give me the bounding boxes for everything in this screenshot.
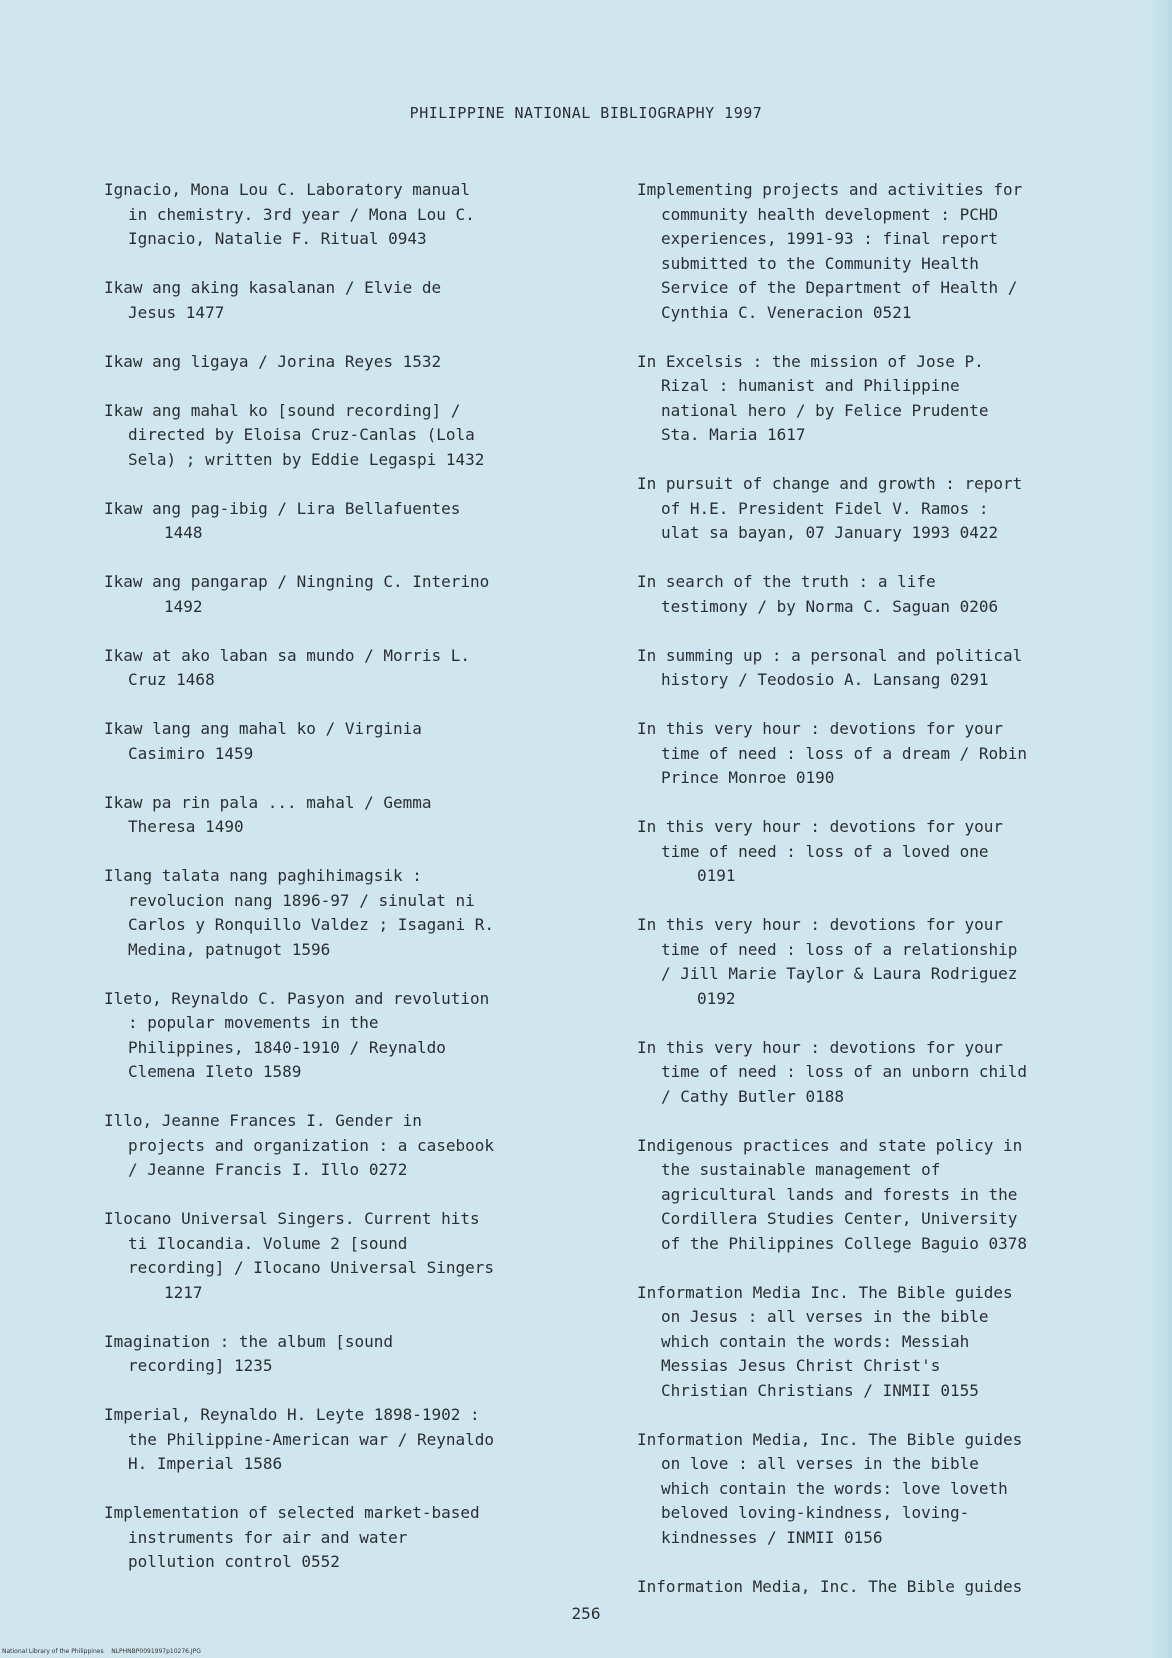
entry-line: on Jesus : all verses in the bible: [661, 1307, 989, 1326]
entry-line: Service of the Department of Health /: [661, 278, 1018, 297]
entry-line: directed by Eloisa Cruz-Canlas (Lola: [128, 425, 475, 444]
entry-line: 1448: [164, 523, 203, 542]
entry-line: Casimiro 1459: [128, 743, 254, 763]
page-number: 256: [571, 1604, 601, 1623]
entry-line: Cynthia C. Veneracion 0521: [661, 302, 912, 322]
bibliography-entry: [637, 717, 1137, 791]
scan-footer: National Library of the Philippines NLPHNBP0091997p10276.JPG: [2, 1648, 201, 1655]
entry-line: Clemena Ileto 1589: [128, 1062, 302, 1081]
entry-line: recording] 1235: [128, 1356, 273, 1375]
entry-line: Ikaw ang pag-ibig / Lira Bellafuentes: [104, 498, 461, 518]
entry-line: time of need : loss of an unborn child: [661, 1062, 1028, 1081]
bibliography-entry: [104, 987, 604, 1085]
entry-line: Illo, Jeanne Frances I. Gender in: [104, 1111, 422, 1130]
entry-line: kindnesses / INMII 0156: [661, 1527, 883, 1547]
entry-line: pollution control 0552: [128, 1552, 340, 1571]
bibliography-entry: [104, 644, 604, 693]
bibliography-entry: [104, 1403, 604, 1477]
entry-line: experiences, 1991-93 : final report: [661, 229, 999, 248]
page-header: PHILIPPINE NATIONAL BIBLIOGRAPHY 1997: [409, 104, 763, 122]
entry-line: Ikaw ang ligaya / Jorina Reyes 1532: [104, 351, 442, 371]
entry-line: / Jeanne Francis I. Illo 0272: [128, 1160, 408, 1179]
bibliography-entry: [637, 1575, 1137, 1600]
entry-line: Medina, patnugot 1596: [128, 939, 331, 959]
entry-line: of the Philippines College Baguio 0378: [661, 1233, 1028, 1253]
entry-line: on love : all verses in the bible: [661, 1454, 979, 1473]
entry-line: Imagination : the album [sound: [104, 1331, 393, 1351]
entry-line: time of need : loss of a dream / Robin: [661, 743, 1028, 763]
entry-line: Ignacio, Natalie F. Ritual 0943: [128, 229, 427, 248]
entry-line: time of need : loss of a relationship: [661, 939, 1018, 959]
bibliography-entry: [637, 472, 1137, 546]
entry-line: Ikaw ang pangarap / Ningning C. Interino: [104, 572, 490, 591]
entry-line: In search of the truth : a life: [637, 572, 936, 591]
bibliography-entry: [637, 1036, 1137, 1110]
entry-line: In this very hour : devotions for your: [637, 719, 1004, 738]
entry-line: which contain the words: Messiah: [661, 1331, 970, 1351]
entry-line: Theresa 1490: [128, 817, 244, 836]
entry-line: Ikaw at ako laban sa mundo / Morris L.: [104, 645, 471, 665]
bibliography-entry: [104, 717, 604, 766]
entry-line: Ikaw ang mahal ko [sound recording] /: [104, 400, 461, 420]
entry-line: Imperial, Reynaldo H. Leyte 1898-1902 :: [104, 1405, 480, 1424]
entry-line: the Philippine-American war / Reynaldo: [128, 1429, 495, 1449]
entry-line: Information Media Inc. The Bible guides: [637, 1282, 1013, 1302]
entry-line: submitted to the Community Health: [661, 253, 979, 273]
entry-line: Cruz 1468: [128, 670, 215, 689]
bibliography-entry: [104, 1207, 604, 1305]
page-edge-shadow: [1148, 0, 1172, 1658]
entry-line: national hero / by Felice Prudente: [661, 400, 989, 420]
entry-line: Implementing projects and activities for: [637, 180, 1023, 199]
entry-line: Philippines, 1840-1910 / Reynaldo: [128, 1037, 446, 1057]
bibliography-entry: [637, 815, 1137, 889]
entry-line: Ikaw pa rin pala ... mahal / Gemma: [104, 792, 432, 812]
entry-line: Christian Christians / INMII 0155: [661, 1380, 979, 1400]
bibliography-entry: [104, 570, 604, 619]
entry-line: Prince Monroe 0190: [661, 768, 835, 787]
bibliography-entry: [637, 913, 1137, 1011]
entry-line: testimony / by Norma C. Saguan 0206: [661, 596, 999, 616]
bibliography-entry: [637, 178, 1137, 325]
entry-line: of H.E. President Fidel V. Ramos :: [661, 498, 989, 518]
bibliography-entry: [104, 791, 604, 840]
entry-line: Indigenous practices and state policy in: [637, 1135, 1023, 1155]
entry-line: In this very hour : devotions for your: [637, 915, 1004, 934]
entry-line: beloved loving-kindness, loving-: [661, 1503, 970, 1522]
entry-line: in chemistry. 3rd year / Mona Lou C.: [128, 204, 475, 224]
bibliography-entry: [637, 1281, 1137, 1404]
bibliography-entry: [104, 178, 604, 252]
left-column: [104, 178, 604, 1599]
entry-line: ulat sa bayan, 07 January 1993 0422: [661, 523, 999, 542]
entry-line: Ikaw lang ang mahal ko / Virginia: [104, 719, 422, 738]
entry-line: Ignacio, Mona Lou C. Laboratory manual: [104, 180, 471, 199]
entry-line: 0192: [697, 988, 736, 1008]
entry-line: Sta. Maria 1617: [661, 425, 806, 444]
entry-line: In Excelsis : the mission of Jose P.: [637, 351, 984, 371]
entry-line: 1217: [164, 1282, 203, 1302]
entry-line: the sustainable management of: [661, 1160, 941, 1179]
entry-line: In this very hour : devotions for your: [637, 1037, 1004, 1057]
entry-line: instruments for air and water: [128, 1527, 408, 1547]
entry-line: Ilocano Universal Singers. Current hits: [104, 1209, 480, 1228]
entry-line: Cordillera Studies Center, University: [661, 1209, 1018, 1228]
bibliography-entry: [637, 350, 1137, 448]
bibliography-entry: [104, 276, 604, 325]
entry-line: Messias Jesus Christ Christ's: [661, 1356, 941, 1375]
entry-line: Jesus 1477: [128, 302, 225, 322]
entry-line: Implementation of selected market-based: [104, 1503, 480, 1522]
bibliography-entry: [104, 1109, 604, 1183]
entry-line: which contain the words: love loveth: [661, 1478, 1008, 1498]
entry-line: Sela) ; written by Eddie Legaspi 1432: [128, 449, 485, 469]
bibliography-entry: [104, 1501, 604, 1575]
bibliography-entry: [637, 570, 1137, 619]
bibliography-entry: [104, 1330, 604, 1379]
entry-line: H. Imperial 1586: [128, 1454, 283, 1473]
entry-line: Rizal : humanist and Philippine: [661, 376, 960, 395]
entry-line: / Jill Marie Taylor & Laura Rodriguez: [661, 964, 1018, 983]
right-column: [637, 178, 1137, 1624]
entry-line: revolucion nang 1896-97 / sinulat ni: [128, 890, 475, 910]
bibliography-entry: [104, 399, 604, 473]
entry-line: In this very hour : devotions for your: [637, 817, 1004, 836]
entry-line: 1492: [164, 596, 203, 616]
entry-line: Information Media, Inc. The Bible guides: [637, 1429, 1023, 1449]
entry-line: In pursuit of change and growth : report: [637, 474, 1023, 493]
bibliography-entry: [104, 497, 604, 546]
bibliography-entry: [104, 864, 604, 962]
entry-line: ti Ilocandia. Volume 2 [sound: [128, 1233, 408, 1253]
entry-line: agricultural lands and forests in the: [661, 1184, 1018, 1204]
entry-line: : popular movements in the: [128, 1013, 379, 1032]
entry-line: Ikaw ang aking kasalanan / Elvie de: [104, 278, 442, 297]
entry-line: projects and organization : a casebook: [128, 1135, 495, 1155]
entry-line: recording] / Ilocano Universal Singers: [128, 1258, 495, 1277]
entry-line: 0191: [697, 866, 736, 885]
bibliography-entry: [637, 1428, 1137, 1551]
entry-line: Carlos y Ronquillo Valdez ; Isagani R.: [128, 915, 495, 934]
bibliography-entry: [637, 1134, 1137, 1257]
entry-line: / Cathy Butler 0188: [661, 1086, 845, 1106]
bibliography-entry: [104, 350, 604, 375]
bibliography-entry: [637, 644, 1137, 693]
entry-line: Ileto, Reynaldo C. Pasyon and revolution: [104, 988, 490, 1008]
entry-line: history / Teodosio A. Lansang 0291: [661, 670, 989, 689]
entry-line: time of need : loss of a loved one: [661, 841, 989, 861]
entry-line: Information Media, Inc. The Bible guides: [637, 1576, 1023, 1596]
entry-line: Ilang talata nang paghihimagsik :: [104, 866, 422, 885]
entry-line: community health development : PCHD: [661, 204, 999, 224]
entry-line: In summing up : a personal and political: [637, 645, 1023, 665]
